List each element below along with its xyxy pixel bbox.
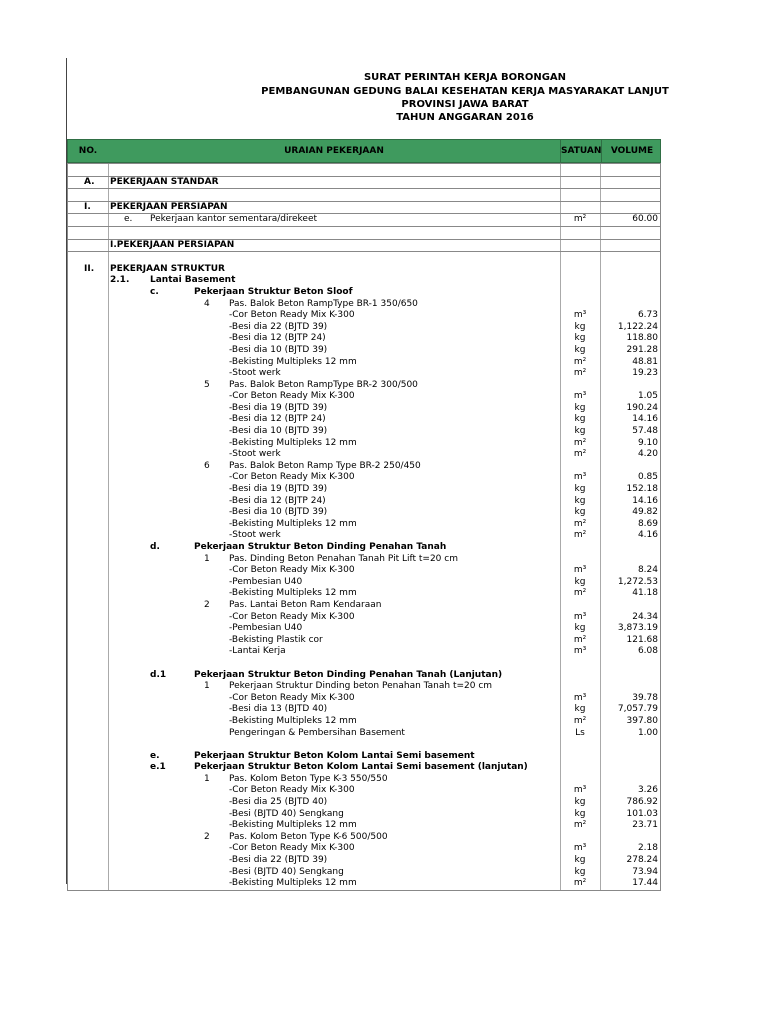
row-unit: m²	[573, 530, 587, 541]
row-volume: 1.05	[637, 391, 658, 402]
table-row	[68, 299, 660, 311]
table-row	[68, 704, 660, 716]
row-number: 6	[204, 460, 210, 471]
table-row	[68, 635, 660, 647]
row-volume: 118.80	[626, 333, 658, 344]
row-description: PEKERJAAN PERSIAPAN	[110, 201, 228, 212]
row-description: Pas. Kolom Beton Type K-6 500/500	[229, 831, 388, 842]
row-volume: 0.85	[637, 472, 658, 483]
row-description: -Besi dia 13 (BJTD 40)	[229, 704, 328, 715]
row-volume: 397.80	[626, 715, 658, 726]
row-unit: m²	[573, 588, 587, 599]
header-volume: VOLUME	[601, 140, 662, 162]
row-volume: 101.03	[626, 808, 658, 819]
row-unit: kg	[574, 808, 586, 819]
row-volume: 8.24	[637, 565, 658, 576]
row-description: -Bekisting Multipleks 12 mm	[229, 588, 357, 599]
table-row	[68, 728, 660, 740]
header-satuan: SATUAN	[560, 140, 601, 162]
table-row	[68, 438, 660, 450]
row-description: -Cor Beton Ready Mix K-300	[229, 391, 355, 402]
row-description: -Cor Beton Ready Mix K-300	[229, 692, 355, 703]
table-row	[68, 322, 660, 334]
row-volume: 39.78	[632, 692, 658, 703]
row-volume: 9.10	[637, 437, 658, 448]
row-volume: 1,272.53	[617, 576, 658, 587]
table-row	[68, 519, 660, 531]
table-row	[68, 201, 660, 214]
table-row	[68, 310, 660, 322]
row-description: -Besi dia 12 (BJTP 24)	[229, 414, 326, 425]
row-description: -Bekisting Plastik cor	[229, 634, 323, 645]
row-unit: m³	[573, 565, 587, 576]
row-number: e.	[150, 750, 160, 761]
row-description: -Cor Beton Ready Mix K-300	[229, 843, 355, 854]
table-row	[68, 577, 660, 589]
table-row	[68, 832, 660, 844]
row-unit: Ls	[575, 727, 585, 738]
table-row	[68, 414, 660, 426]
row-unit: m²	[573, 820, 587, 831]
table-row	[68, 867, 660, 879]
row-unit: kg	[574, 426, 586, 437]
row-unit: kg	[574, 797, 586, 808]
table-row	[68, 855, 660, 867]
row-volume: 14.16	[632, 414, 658, 425]
row-description: Pas. Balok Beton Ramp Type BR-2 250/450	[229, 460, 421, 471]
table-row	[68, 264, 660, 276]
row-number: 5	[204, 379, 210, 390]
table-row	[68, 681, 660, 693]
row-volume: 152.18	[626, 484, 658, 495]
table-row	[68, 739, 660, 751]
table-row	[68, 774, 660, 786]
table-row	[68, 275, 660, 287]
table-row	[68, 287, 660, 299]
row-description: -Cor Beton Ready Mix K-300	[229, 472, 355, 483]
row-description: -Besi (BJTD 40) Sengkang	[229, 808, 344, 819]
work-order-table	[67, 139, 661, 891]
row-number: 2.1.	[110, 275, 130, 286]
row-number: d.1	[150, 669, 167, 680]
row-unit: kg	[574, 507, 586, 518]
row-unit: m²	[573, 449, 587, 460]
row-description: -Besi dia 19 (BJTD 39)	[229, 484, 328, 495]
header-uraian: URAIAN PEKERJAAN	[284, 146, 384, 156]
row-description: -Stoot werk	[229, 530, 281, 541]
row-description: Pas. Balok Beton RampType BR-1 350/650	[229, 298, 418, 309]
row-volume: 60.00	[632, 214, 658, 225]
table-row	[68, 843, 660, 855]
table-row	[68, 878, 660, 890]
table-row	[68, 565, 660, 577]
row-description: -Besi dia 19 (BJTD 39)	[229, 402, 328, 413]
row-description: -Cor Beton Ready Mix K-300	[229, 611, 355, 622]
row-unit: kg	[574, 321, 586, 332]
row-description: Pekerjaan Struktur Beton Dinding Penahan Tanah (Lanjutan)	[194, 669, 503, 680]
row-volume: 4.20	[637, 449, 658, 460]
table-row	[68, 333, 660, 345]
row-description: -Besi dia 22 (BJTD 39)	[229, 855, 328, 866]
row-description: -Bekisting Multipleks 12 mm	[229, 878, 357, 889]
row-volume: 19.23	[632, 368, 658, 379]
row-number: II.	[84, 263, 95, 274]
row-number: d.	[150, 542, 160, 552]
table-row	[68, 496, 660, 508]
row-volume: 23.71	[632, 820, 658, 831]
table-row	[68, 612, 660, 624]
row-description: -Besi dia 12 (BJTP 24)	[229, 333, 326, 344]
table-body	[67, 163, 661, 891]
row-number: 2	[204, 831, 210, 842]
table-row	[68, 403, 660, 415]
row-description: Pekerjaan Struktur Dinding beton Penahan Tanah t=20 cm	[229, 681, 493, 692]
row-description: -Cor Beton Ready Mix K-300	[229, 785, 355, 796]
row-description: -Stoot werk	[229, 368, 281, 379]
row-volume: 291.28	[626, 344, 658, 355]
row-number: 4	[204, 298, 210, 309]
row-volume: 278.24	[626, 855, 658, 866]
row-volume: 2.18	[637, 843, 658, 854]
row-volume: 1.00	[637, 727, 658, 738]
table-row	[68, 391, 660, 403]
row-unit: m³	[573, 472, 587, 483]
table-row	[68, 213, 660, 226]
row-volume: 7,057.79	[617, 704, 658, 715]
row-volume: 6.73	[637, 310, 658, 321]
row-description: Pekerjaan kantor sementara/direkeet	[150, 214, 318, 225]
doc-title-line-1: SURAT PERINTAH KERJA BORONGAN	[363, 72, 567, 83]
table-row	[68, 188, 660, 201]
row-volume: 121.68	[626, 634, 658, 645]
row-unit: m³	[573, 843, 587, 854]
doc-title-line-2: PEMBANGUNAN GEDUNG BALAI KESEHATAN KERJA MASYARAKAT LANJUT	[261, 86, 669, 97]
row-volume: 786.92	[626, 797, 658, 808]
row-description: -Besi dia 22 (BJTD 39)	[229, 321, 328, 332]
row-description: -Bekisting Multipleks 12 mm	[229, 715, 357, 726]
table-row	[68, 239, 660, 252]
row-description: -Besi dia 12 (BJTP 24)	[229, 495, 326, 506]
row-volume: 6.08	[637, 646, 658, 657]
row-description: Lantai Basement	[150, 275, 236, 286]
row-description: -Pembesian U40	[229, 576, 303, 587]
row-unit: m²	[573, 368, 587, 379]
row-unit: m³	[573, 785, 587, 796]
row-unit: kg	[574, 576, 586, 587]
table-row	[68, 785, 660, 797]
table-row	[68, 357, 660, 369]
row-description: -Cor Beton Ready Mix K-300	[229, 310, 355, 321]
row-description: Pas. Dinding Beton Penahan Tanah Pit Lift t=20 cm	[229, 553, 458, 564]
row-description: Pekerjaan Struktur Beton Kolom Lantai Semi basement (lanjutan)	[194, 762, 528, 773]
table-row	[68, 588, 660, 600]
row-description: -Besi dia 25 (BJTD 40)	[229, 797, 328, 808]
row-description: -Bekisting Multipleks 12 mm	[229, 820, 357, 831]
header-no: NO.	[78, 146, 98, 156]
row-description: -Lantai Kerja	[229, 646, 286, 657]
row-unit: m³	[573, 310, 587, 321]
table-row	[68, 176, 660, 189]
row-unit: kg	[574, 623, 586, 634]
row-number: 1	[204, 773, 210, 784]
row-description: -Pembesian U40	[229, 623, 303, 634]
table-row	[68, 226, 660, 239]
table-row	[68, 600, 660, 612]
table-row	[68, 507, 660, 519]
table-row	[68, 820, 660, 832]
table-row	[68, 484, 660, 496]
row-description: PEKERJAAN STANDAR	[110, 176, 219, 187]
table-row	[68, 658, 660, 670]
row-volume: 8.69	[637, 518, 658, 529]
row-unit: kg	[574, 484, 586, 495]
table-row	[68, 554, 660, 566]
table-row	[68, 368, 660, 380]
table-row	[68, 345, 660, 357]
row-unit: kg	[574, 333, 586, 344]
row-number: A.	[84, 176, 95, 187]
row-volume: 190.24	[626, 402, 658, 413]
row-unit: kg	[574, 402, 586, 413]
table-header	[67, 139, 661, 163]
row-volume: 3.26	[637, 785, 658, 796]
row-volume: 3,873.19	[617, 623, 658, 634]
row-number: I.	[84, 201, 91, 212]
row-description: -Bekisting Multipleks 12 mm	[229, 518, 357, 529]
row-description: -Cor Beton Ready Mix K-300	[229, 565, 355, 576]
row-description: -Besi dia 10 (BJTD 39)	[229, 507, 328, 518]
row-unit: kg	[574, 855, 586, 866]
table-row	[68, 426, 660, 438]
row-description: Pekerjaan Struktur Beton Dinding Penahan Tanah	[194, 542, 447, 552]
table-row	[68, 163, 660, 176]
table-row	[68, 751, 660, 763]
row-description: Pas. Balok Beton RampType BR-2 300/500	[229, 379, 418, 390]
row-volume: 24.34	[632, 611, 658, 622]
row-description: -Stoot werk	[229, 449, 281, 460]
table-row	[68, 670, 660, 682]
row-unit: m²	[573, 518, 587, 529]
row-description: I.PEKERJAAN PERSIAPAN	[110, 239, 235, 250]
row-volume: 48.81	[632, 356, 658, 367]
row-unit: m²	[573, 715, 587, 726]
row-number: e.	[124, 214, 133, 225]
row-unit: m²	[573, 634, 587, 645]
table-row	[68, 542, 660, 554]
row-number: c.	[150, 286, 159, 297]
row-unit: kg	[574, 414, 586, 425]
table-row	[68, 449, 660, 461]
row-unit: m²	[573, 437, 587, 448]
row-description: PEKERJAAN STRUKTUR	[110, 263, 225, 274]
row-description: Pas. Lantai Beton Ram Kendaraan	[229, 599, 382, 610]
table-row	[68, 762, 660, 774]
row-volume: 57.48	[632, 426, 658, 437]
table-row	[68, 472, 660, 484]
table-row	[68, 797, 660, 809]
table-row	[68, 693, 660, 705]
table-row	[68, 646, 660, 658]
table-row	[68, 530, 660, 542]
row-unit: m²	[573, 214, 587, 225]
row-volume: 17.44	[632, 878, 658, 889]
table-row	[68, 380, 660, 392]
row-volume: 41.18	[632, 588, 658, 599]
row-volume: 4.16	[637, 530, 658, 541]
row-number: 1	[204, 553, 210, 564]
row-unit: kg	[574, 344, 586, 355]
row-description: -Bekisting Multipleks 12 mm	[229, 437, 357, 448]
row-unit: kg	[574, 866, 586, 877]
row-description: -Besi dia 10 (BJTD 39)	[229, 426, 328, 437]
row-number: e.1	[150, 762, 166, 773]
table-row	[68, 461, 660, 473]
row-description: Pengeringan & Pembersihan Basement	[229, 727, 405, 738]
row-unit: m²	[573, 878, 587, 889]
table-row	[68, 623, 660, 635]
table-row	[68, 716, 660, 728]
row-volume: 1,122.24	[617, 321, 658, 332]
row-volume: 49.82	[632, 507, 658, 518]
row-description: Pas. Kolom Beton Type K-3 550/550	[229, 773, 388, 784]
table-row	[68, 809, 660, 821]
row-volume: 14.16	[632, 495, 658, 506]
row-description: Pekerjaan Struktur Beton Kolom Lantai Semi basement	[194, 750, 475, 761]
doc-title-line-3: PROVINSI JAWA BARAT	[401, 99, 529, 110]
row-description: -Bekisting Multipleks 12 mm	[229, 356, 357, 367]
row-number: 2	[204, 599, 210, 610]
row-description: -Besi dia 10 (BJTD 39)	[229, 344, 328, 355]
row-unit: m³	[573, 692, 587, 703]
row-unit: m³	[573, 611, 587, 622]
doc-title-line-4: TAHUN ANGGARAN 2016	[396, 112, 534, 123]
row-unit: m³	[573, 646, 587, 657]
row-unit: m³	[573, 391, 587, 402]
table-row	[68, 251, 660, 264]
row-unit: m²	[573, 356, 587, 367]
row-unit: kg	[574, 495, 586, 506]
row-unit: kg	[574, 704, 586, 715]
row-volume: 73.94	[632, 866, 658, 877]
row-description: Pekerjaan Struktur Beton Sloof	[194, 286, 353, 297]
row-number: 1	[204, 681, 210, 692]
row-description: -Besi (BJTD 40) Sengkang	[229, 866, 344, 877]
